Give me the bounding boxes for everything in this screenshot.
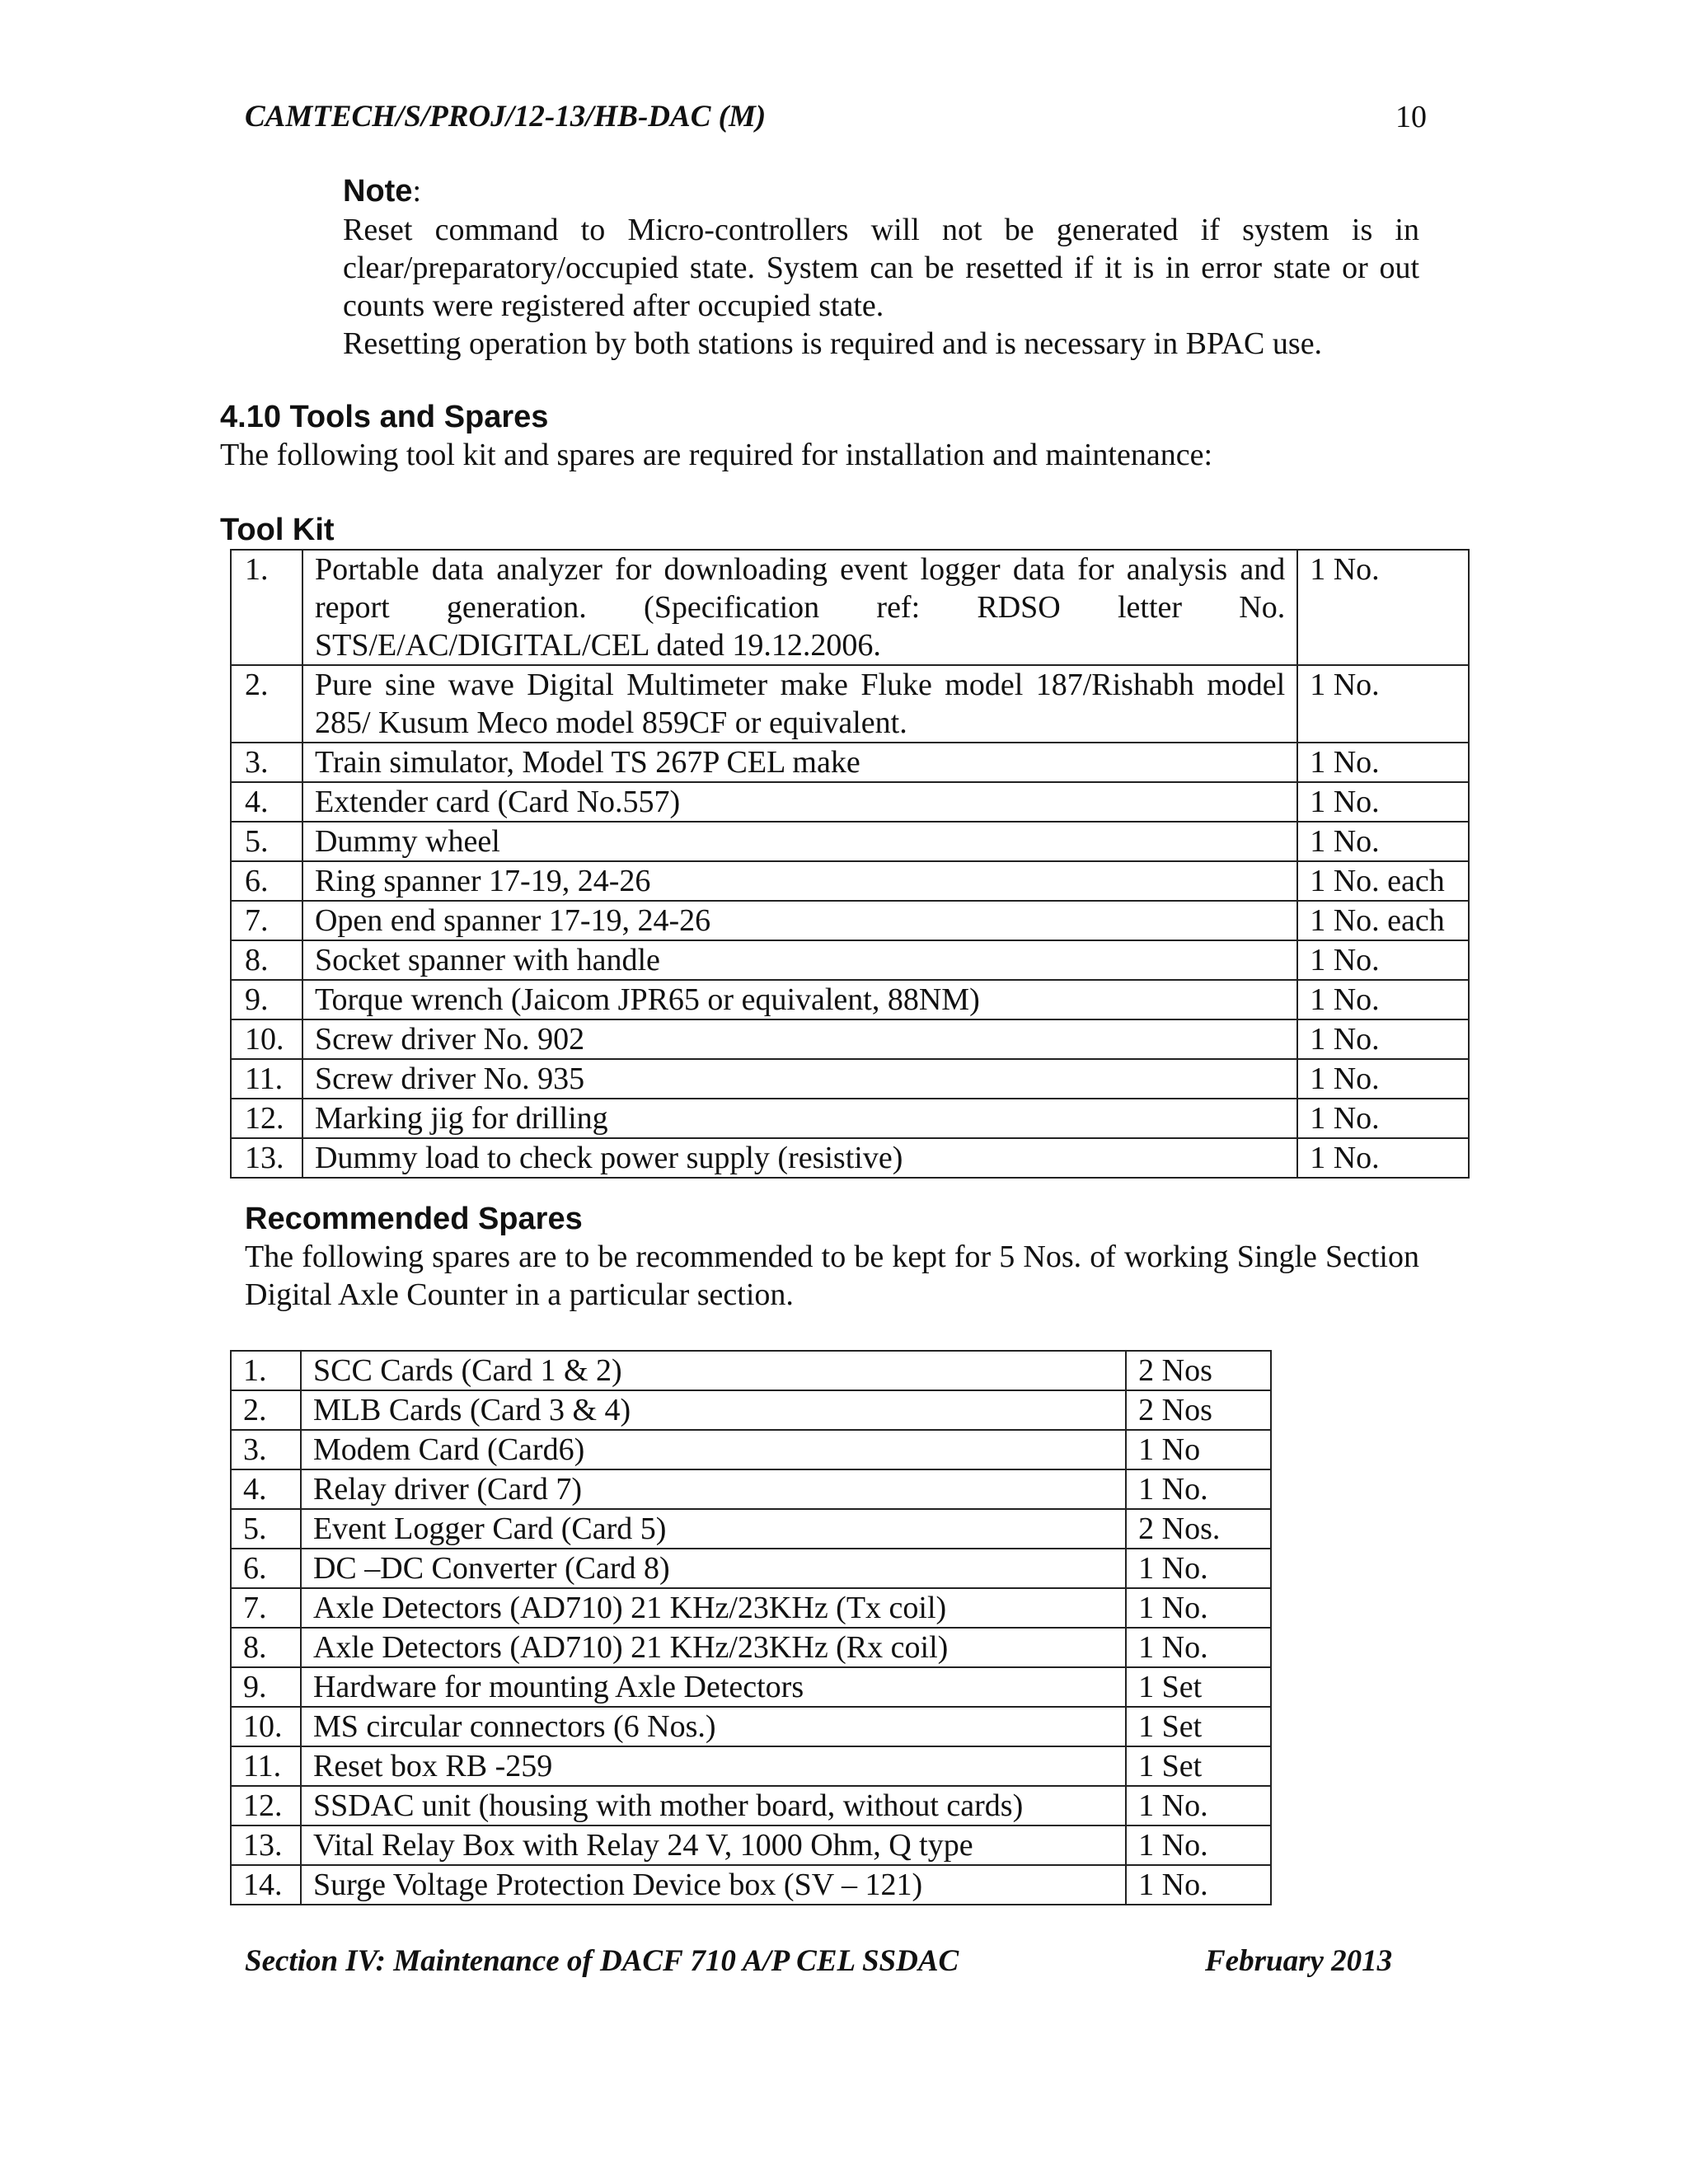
tool-kit-row-num: 7. [231, 901, 302, 940]
tool-kit-heading: Tool Kit [220, 513, 335, 547]
tool-kit-row [231, 940, 1469, 980]
tool-kit-row [231, 901, 1469, 940]
spares-row-num: 11. [231, 1746, 301, 1786]
tool-kit-row [231, 550, 1469, 665]
tool-kit-row [231, 665, 1469, 743]
note-paragraph-1: Reset command to Micro-controllers will not be generated if system is in clear/preparatory/occupied state. System can be resetted if it is in error state or out counts were registered after occupied state. [343, 213, 1419, 323]
spares-row [231, 1628, 1271, 1667]
tool-kit-row-item: Extender card (Card No.557) [302, 782, 1297, 822]
tool-kit-row-qty: 1 No. [1297, 1059, 1469, 1099]
spares-row-num: 9. [231, 1667, 301, 1707]
spares-row [231, 1707, 1271, 1746]
tool-kit-row-num: 10. [231, 1019, 302, 1059]
spares-row [231, 1825, 1271, 1865]
spares-row-num: 5. [231, 1509, 301, 1549]
spares-row [231, 1390, 1271, 1430]
spares-row-qty: 1 Set [1126, 1707, 1271, 1746]
tool-kit-row-qty: 1 No. [1297, 550, 1469, 665]
tool-kit-row-num: 9. [231, 980, 302, 1019]
spares-row [231, 1509, 1271, 1549]
tool-kit-row [231, 1099, 1469, 1138]
note-heading [343, 173, 421, 209]
tool-kit-row-qty: 1 No. [1297, 822, 1469, 861]
spares-row-qty: 1 No. [1126, 1469, 1271, 1509]
spares-row-qty: 2 Nos [1126, 1351, 1271, 1390]
tool-kit-row-item: Screw driver No. 935 [302, 1059, 1297, 1099]
spares-row-num: 12. [231, 1786, 301, 1825]
spares-row-item: Modem Card (Card6) [301, 1430, 1126, 1469]
spares-row [231, 1865, 1271, 1905]
tool-kit-row [231, 1019, 1469, 1059]
spares-row [231, 1351, 1271, 1390]
spares-row-item: Surge Voltage Protection Device box (SV – 121) [301, 1865, 1126, 1905]
tool-kit-row-qty: 1 No. [1297, 1138, 1469, 1178]
tool-kit-row-qty: 1 No. [1297, 743, 1469, 782]
spares-row-qty: 1 No [1126, 1430, 1271, 1469]
spares-row-item: SCC Cards (Card 1 & 2) [301, 1351, 1126, 1390]
spares-row-num: 4. [231, 1469, 301, 1509]
tool-kit-row-item: Marking jig for drilling [302, 1099, 1297, 1138]
tool-kit-row-item: Dummy load to check power supply (resistive) [302, 1138, 1297, 1178]
spares-row-qty: 1 No. [1126, 1825, 1271, 1865]
footer-date: February 2013 [1205, 1944, 1393, 1978]
tool-kit-row-qty: 1 No. each [1297, 861, 1469, 901]
spares-row-item: MLB Cards (Card 3 & 4) [301, 1390, 1126, 1430]
tool-kit-row [231, 822, 1469, 861]
tool-kit-row-item: Socket spanner with handle [302, 940, 1297, 980]
spares-row-qty: 1 No. [1126, 1865, 1271, 1905]
spares-row-item: Reset box RB -259 [301, 1746, 1126, 1786]
spares-row-num: 7. [231, 1588, 301, 1628]
tool-kit-table [230, 549, 1470, 1179]
tool-kit-row [231, 743, 1469, 782]
spares-row [231, 1469, 1271, 1509]
spares-row-item: Event Logger Card (Card 5) [301, 1509, 1126, 1549]
tool-kit-row-qty: 1 No. [1297, 1019, 1469, 1059]
spares-row-item: DC –DC Converter (Card 8) [301, 1549, 1126, 1588]
spares-row-item: Axle Detectors (AD710) 21 KHz/23KHz (Tx coil) [301, 1588, 1126, 1628]
tool-kit-row-num: 6. [231, 861, 302, 901]
tool-kit-row-num: 4. [231, 782, 302, 822]
spares-row-item: Hardware for mounting Axle Detectors [301, 1667, 1126, 1707]
spares-heading: Recommended Spares [245, 1202, 583, 1236]
section-intro: The following tool kit and spares are required for installation and maintenance: [220, 438, 1212, 472]
spares-row-num: 10. [231, 1707, 301, 1746]
tool-kit-row-qty: 1 No. [1297, 940, 1469, 980]
spares-row-item: Relay driver (Card 7) [301, 1469, 1126, 1509]
page-number: 10 [1395, 100, 1427, 134]
tool-kit-row-qty: 1 No. each [1297, 901, 1469, 940]
tool-kit-row-num: 1. [231, 550, 302, 665]
tool-kit-row-item: Portable data analyzer for downloading event logger data for analysis and report generation. (Specification ref: RDSO letter No. STS/E/AC/DIGITAL/CEL dated 19.12.2006. [302, 550, 1297, 665]
spares-row [231, 1786, 1271, 1825]
spares-row-qty: 2 Nos [1126, 1390, 1271, 1430]
spares-row-qty: 1 No. [1126, 1549, 1271, 1588]
spares-row-qty: 1 No. [1126, 1786, 1271, 1825]
tool-kit-row-num: 11. [231, 1059, 302, 1099]
tool-kit-row-qty: 1 No. [1297, 980, 1469, 1019]
tool-kit-row-item: Screw driver No. 902 [302, 1019, 1297, 1059]
spares-row-num: 1. [231, 1351, 301, 1390]
spares-row-qty: 1 No. [1126, 1588, 1271, 1628]
spares-row-qty: 1 Set [1126, 1746, 1271, 1786]
spares-row-num: 2. [231, 1390, 301, 1430]
tool-kit-row-item: Pure sine wave Digital Multimeter make Fluke model 187/Rishabh model 285/ Kusum Meco model 859CF or equivalent. [302, 665, 1297, 743]
tool-kit-row [231, 1138, 1469, 1178]
section-title: 4.10 Tools and Spares [220, 400, 549, 434]
spares-row-num: 13. [231, 1825, 301, 1865]
tool-kit-row-item: Torque wrench (Jaicom JPR65 or equivalent, 88NM) [302, 980, 1297, 1019]
footer-section: Section IV: Maintenance of DACF 710 A/P CEL SSDAC [245, 1944, 959, 1978]
spares-row-item: Axle Detectors (AD710) 21 KHz/23KHz (Rx coil) [301, 1628, 1126, 1667]
spares-table [230, 1350, 1272, 1905]
tool-kit-row [231, 782, 1469, 822]
note-heading-label: Note [343, 174, 413, 209]
tool-kit-row-num: 12. [231, 1099, 302, 1138]
spares-row [231, 1588, 1271, 1628]
spares-row-num: 14. [231, 1865, 301, 1905]
tool-kit-row-qty: 1 No. [1297, 1099, 1469, 1138]
tool-kit-row-item: Open end spanner 17-19, 24-26 [302, 901, 1297, 940]
spares-row-qty: 1 Set [1126, 1667, 1271, 1707]
tool-kit-row-num: 8. [231, 940, 302, 980]
spares-row [231, 1667, 1271, 1707]
note-colon: : [412, 174, 422, 209]
header-doc-ref: CAMTECH/S/PROJ/12-13/HB-DAC (M) [245, 100, 767, 134]
note-paragraph-2: Resetting operation by both stations is required and is necessary in BPAC use. [343, 326, 1323, 361]
tool-kit-row-num: 2. [231, 665, 302, 743]
spares-row-item: MS circular connectors (6 Nos.) [301, 1707, 1126, 1746]
tool-kit-row-qty: 1 No. [1297, 782, 1469, 822]
tool-kit-row-item: Train simulator, Model TS 267P CEL make [302, 743, 1297, 782]
tool-kit-row-item: Dummy wheel [302, 822, 1297, 861]
tool-kit-row [231, 861, 1469, 901]
spares-row-item: SSDAC unit (housing with mother board, without cards) [301, 1786, 1126, 1825]
spares-row-item: Vital Relay Box with Relay 24 V, 1000 Ohm, Q type [301, 1825, 1126, 1865]
spares-row [231, 1746, 1271, 1786]
tool-kit-row-num: 3. [231, 743, 302, 782]
tool-kit-row [231, 1059, 1469, 1099]
tool-kit-row-num: 13. [231, 1138, 302, 1178]
tool-kit-row-num: 5. [231, 822, 302, 861]
spares-row-qty: 2 Nos. [1126, 1509, 1271, 1549]
spares-row-num: 8. [231, 1628, 301, 1667]
tool-kit-row [231, 980, 1469, 1019]
spares-row-num: 3. [231, 1430, 301, 1469]
spares-row [231, 1430, 1271, 1469]
spares-intro: The following spares are to be recommended to be kept for 5 Nos. of working Single Section Digital Axle Counter in a particular section. [245, 1240, 1419, 1312]
tool-kit-row-item: Ring spanner 17-19, 24-26 [302, 861, 1297, 901]
spares-row-qty: 1 No. [1126, 1628, 1271, 1667]
spares-row [231, 1549, 1271, 1588]
tool-kit-row-qty: 1 No. [1297, 665, 1469, 743]
spares-row-num: 6. [231, 1549, 301, 1588]
